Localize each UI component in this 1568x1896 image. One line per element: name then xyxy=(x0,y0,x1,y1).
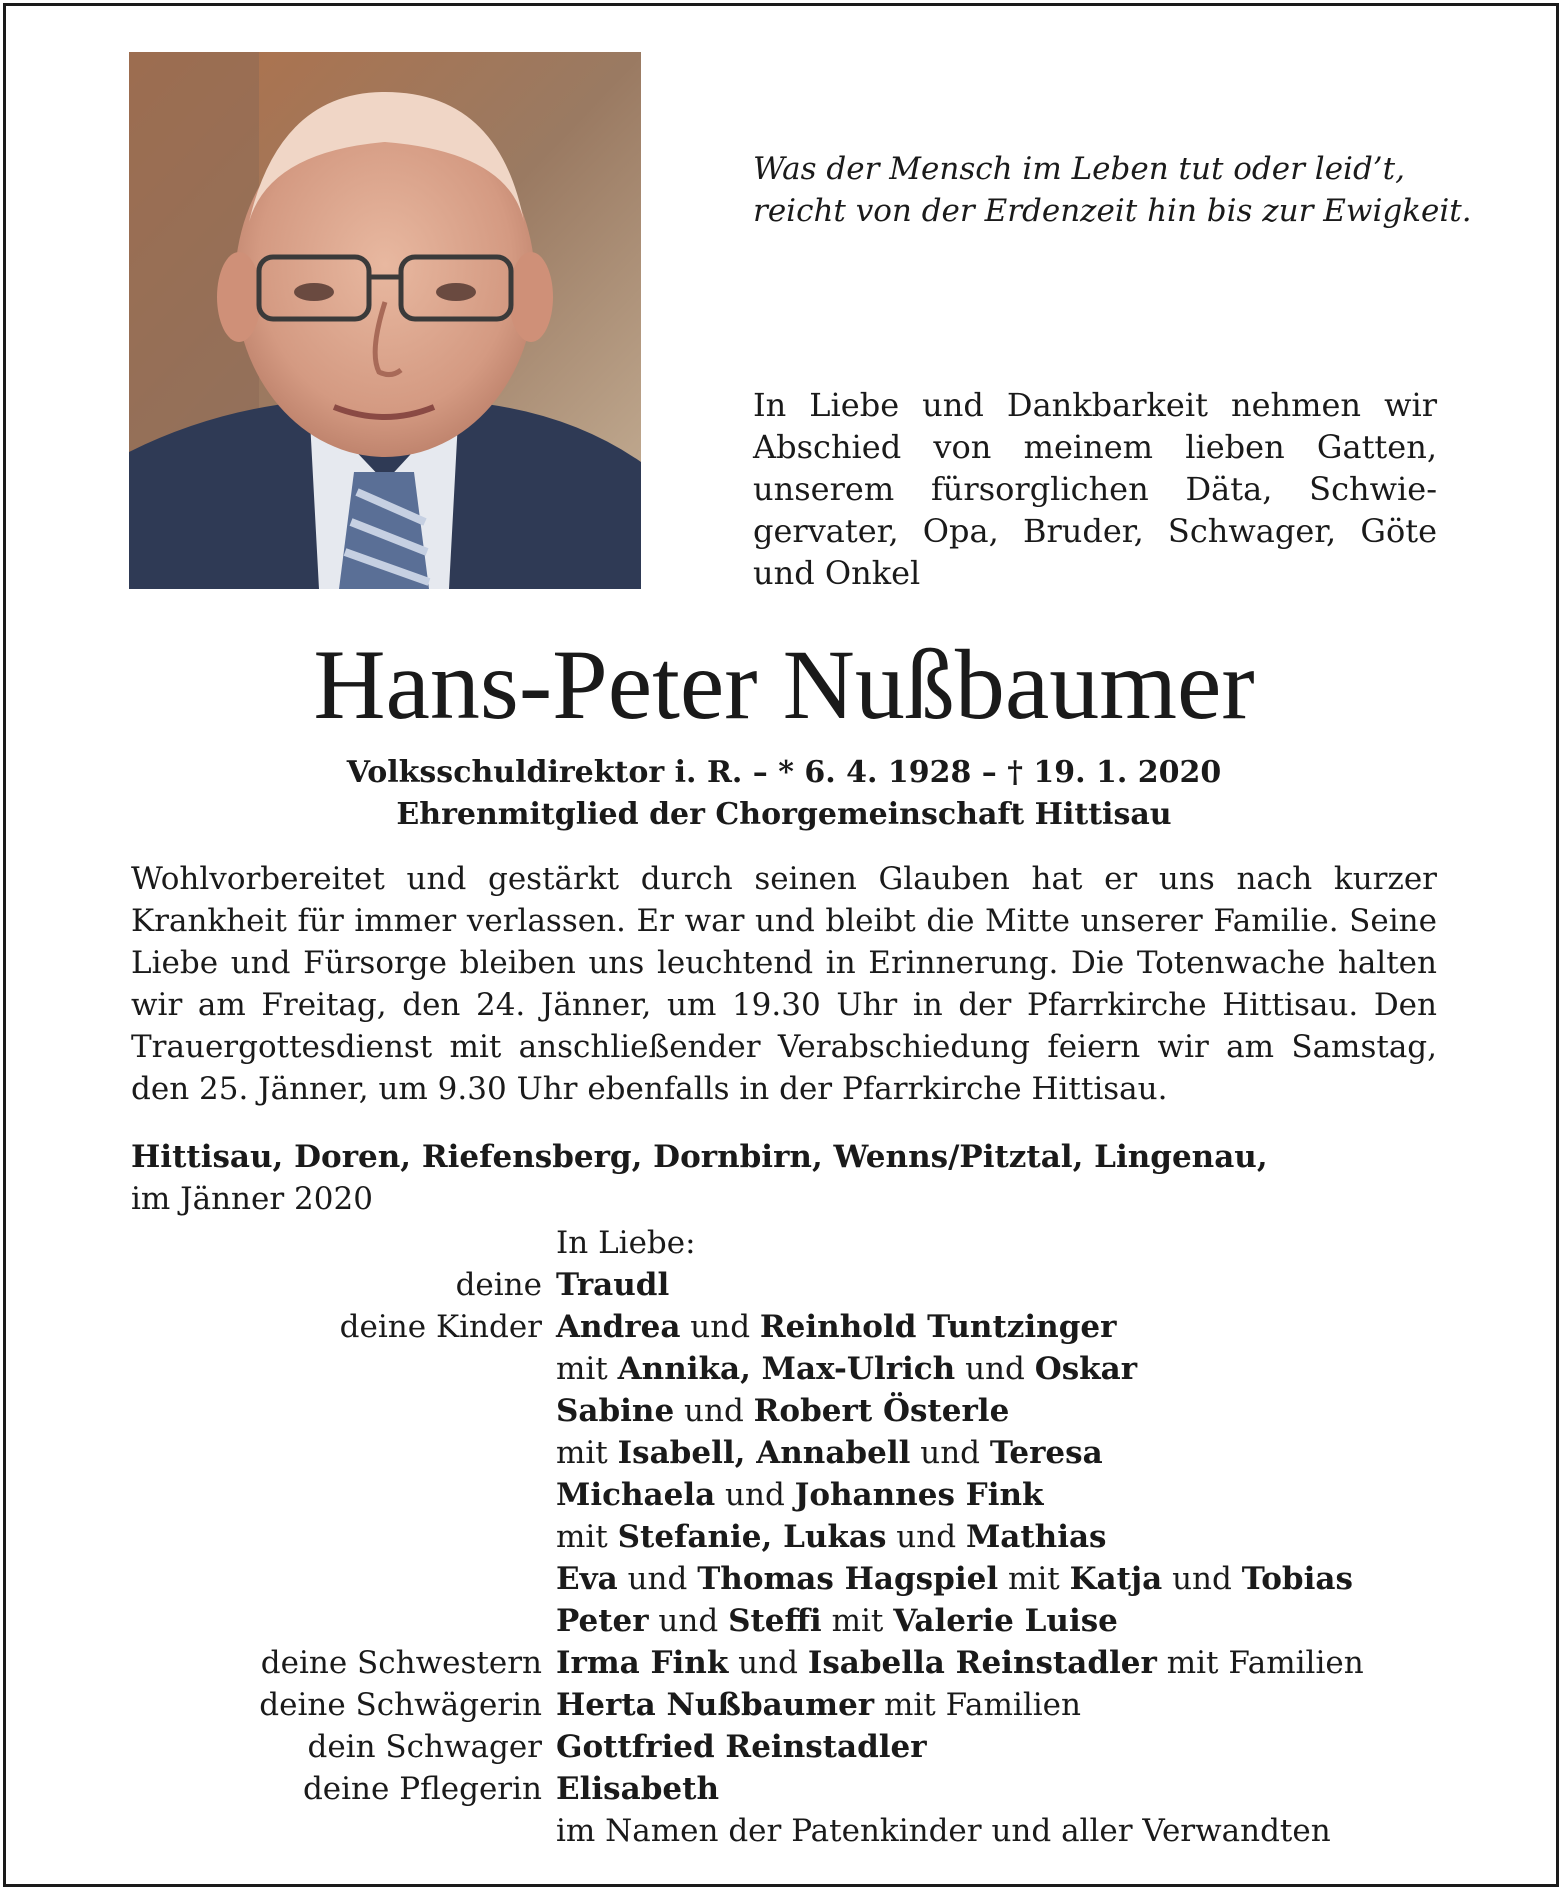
family-connector: und xyxy=(617,1561,698,1597)
family-row xyxy=(131,1600,1511,1642)
family-members xyxy=(556,1642,1364,1684)
family-row xyxy=(131,1726,1511,1768)
family-member-name: Stefanie, Lukas xyxy=(617,1519,887,1555)
places-line: Hittisau, Doren, Riefensberg, Dornbirn, Wenns/Pitztal, Lingenau, xyxy=(131,1139,1268,1175)
family-members xyxy=(556,1390,1009,1432)
family-members xyxy=(556,1474,1044,1516)
family-member-name: Andrea xyxy=(556,1309,681,1345)
family-member-name: Traudl xyxy=(556,1267,670,1303)
family-member-name: Teresa xyxy=(989,1435,1103,1471)
family-relation: deine xyxy=(455,1267,542,1303)
family-members xyxy=(556,1432,1103,1474)
family-member-name: Michaela xyxy=(556,1477,716,1513)
family-relation xyxy=(131,1474,556,1516)
body-paragraph: Wohlvorbereitet und gestärkt durch seinen Glauben hat er uns nach kurzer Krankheit für immer verlassen. Er war und bleibt die Mitte unserer Familie. Seine Liebe und Fürsorge bleiben uns leuchtend in Erinnerung. Die Totenwache halten wir am Freitag, den 24. Jänner, um 19.30 Uhr in der Pfarrkirche Hittisau. Den Trauergottesdienst mit anschließender Verabschiedung feiern wir am Samstag, den 25. Jänner, um 9.30 Uhr ebenfalls in der Pfarrkirche Hittisau. xyxy=(131,861,1437,1107)
family-relation: deine Schwägerin xyxy=(259,1687,542,1723)
family-connector: und xyxy=(886,1519,966,1555)
place-date: im Jänner 2020 xyxy=(131,1181,373,1217)
family-row xyxy=(131,1432,1511,1474)
family-relation xyxy=(131,1558,556,1600)
family-relation xyxy=(131,1348,556,1390)
motto-quote xyxy=(753,148,1493,232)
family-relation xyxy=(131,1810,556,1852)
family-connector: und xyxy=(648,1603,729,1639)
family-row xyxy=(131,1810,1511,1852)
family-member-name: Reinhold Tuntzinger xyxy=(759,1309,1117,1345)
family-connector: und xyxy=(1162,1561,1242,1597)
family-row xyxy=(131,1768,1511,1810)
family-connector: und xyxy=(715,1477,795,1513)
family-relation: deine Schwestern xyxy=(260,1645,542,1681)
family-members xyxy=(556,1348,1137,1390)
family-members xyxy=(556,1768,719,1810)
family-connector: mit xyxy=(556,1435,618,1471)
family-members xyxy=(556,1684,1081,1726)
family-heading-row xyxy=(131,1222,1511,1264)
family-member-name: Sabine xyxy=(556,1393,675,1429)
family-connector: und xyxy=(910,1435,990,1471)
family-members xyxy=(556,1264,669,1306)
intro-paragraph: In Liebe und Dankbarkeit nehmen wir Abschied von meinem lieben Gatten, unserem fürsorglichen Däta, Schwiegervater, Opa, Bruder, Schwager, Göte und Onkel xyxy=(753,386,1437,592)
family-member-name: Robert Österle xyxy=(753,1393,1010,1429)
portrait-illustration xyxy=(129,52,641,589)
family-relation xyxy=(131,1432,556,1474)
family-relation xyxy=(131,1390,556,1432)
subtitle-line: Volksschuldirektor i. R. – * 6. 4. 1928 – † 19. 1. 2020 xyxy=(346,755,1222,790)
family-connector: und xyxy=(955,1351,1035,1387)
family-member-name: Thomas Hagspiel xyxy=(697,1561,999,1597)
family-connector: und xyxy=(728,1645,808,1681)
family-relation: deine Kinder xyxy=(339,1309,542,1345)
portrait-photo xyxy=(129,52,641,589)
family-connector: mit xyxy=(556,1519,618,1555)
family-connector: mit Familien xyxy=(1156,1645,1364,1681)
family-member-name: Annika, Max-Ulrich xyxy=(617,1351,956,1387)
family-connector: im Namen der Patenkinder und aller Verwandten xyxy=(556,1813,1331,1849)
motto-line: reicht von der Erdenzeit hin bis zur Ewigkeit. xyxy=(753,193,1472,229)
family-member-name: Irma Fink xyxy=(556,1645,729,1681)
family-relation xyxy=(131,1516,556,1558)
family-row xyxy=(131,1516,1511,1558)
family-rows xyxy=(131,1264,1511,1852)
family-member-name: Tobias xyxy=(1241,1561,1353,1597)
family-connector: und xyxy=(680,1309,760,1345)
family-members xyxy=(556,1558,1353,1600)
family-heading: In Liebe: xyxy=(556,1225,696,1261)
family-row xyxy=(131,1306,1511,1348)
subtitle-line: Ehrenmitglied der Chorgemeinschaft Hittisau xyxy=(396,797,1172,832)
family-row xyxy=(131,1642,1511,1684)
family-connector: und xyxy=(674,1393,754,1429)
family-list xyxy=(131,1222,1511,1852)
family-member-name: Isabella Reinstadler xyxy=(807,1645,1157,1681)
family-member-name: Katja xyxy=(1069,1561,1163,1597)
family-member-name: Valerie Luise xyxy=(893,1603,1118,1639)
family-row xyxy=(131,1558,1511,1600)
family-member-name: Herta Nußbaumer xyxy=(556,1687,875,1723)
family-member-name: Isabell, Annabell xyxy=(617,1435,911,1471)
family-connector: mit xyxy=(998,1561,1070,1597)
motto-line: Was der Mensch im Leben tut oder leid’t, xyxy=(753,151,1405,187)
subtitle-block xyxy=(0,752,1568,836)
family-members xyxy=(556,1726,927,1768)
family-members xyxy=(556,1306,1116,1348)
family-member-name: Elisabeth xyxy=(556,1771,719,1807)
family-member-name: Mathias xyxy=(965,1519,1107,1555)
family-connector: mit xyxy=(821,1603,894,1639)
family-member-name: Eva xyxy=(556,1561,618,1597)
family-members xyxy=(556,1600,1118,1642)
family-members xyxy=(556,1516,1107,1558)
family-member-name: Steffi xyxy=(728,1603,822,1639)
family-member-name: Gottfried Reinstadler xyxy=(556,1729,927,1765)
family-connector: mit xyxy=(556,1351,618,1387)
family-row xyxy=(131,1390,1511,1432)
family-row xyxy=(131,1348,1511,1390)
family-relation: deine Pflegerin xyxy=(302,1771,542,1807)
family-member-name: Oskar xyxy=(1034,1351,1138,1387)
deceased-name: Hans-Peter Nußbaumer xyxy=(313,629,1255,740)
family-row xyxy=(131,1474,1511,1516)
family-member-name: Johannes Fink xyxy=(794,1477,1044,1513)
family-members xyxy=(556,1810,1331,1852)
family-connector: mit Familien xyxy=(874,1687,1081,1723)
family-relation: dein Schwager xyxy=(307,1729,542,1765)
family-relation xyxy=(131,1600,556,1642)
family-row xyxy=(131,1684,1511,1726)
family-row xyxy=(131,1264,1511,1306)
family-member-name: Peter xyxy=(556,1603,649,1639)
